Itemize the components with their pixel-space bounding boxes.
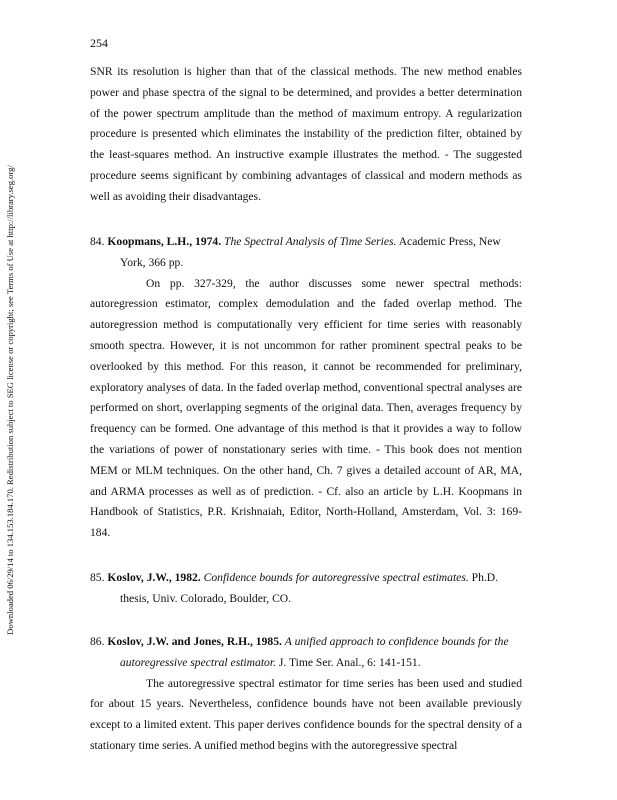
intro-paragraph: SNR its resolution is higher than that of the classical methods. The new method enables power and phase spectra of the signal to be determined, and provides a better determination of the power spectrum amplitude than the method of maximum entropy. A regularization procedure is presented which eliminates the instability of the prediction filter, obtained by the least-squares method. An instructive example illustrates the method. - The suggested procedure seems significant by combining advantages of classical and modern methods as well as avoiding their disadvantages.: [90, 65, 522, 203]
entry-details: Academic Press, New York, 366 pp.: [120, 235, 501, 269]
entry-authors: Koslov, J.W. and Jones, R.H., 1985.: [107, 635, 282, 648]
entry-title: The Spectral Analysis of Time Series.: [224, 235, 397, 248]
entry-authors: Koslov, J.W., 1982.: [107, 571, 201, 584]
entry-authors: Koopmans, L.H., 1974.: [107, 235, 222, 248]
entry-title: Confidence bounds for autoregressive spectral estimates.: [203, 571, 469, 584]
entry-number: 85.: [90, 571, 105, 584]
entry-details: J. Time Ser. Anal., 6: 141-151.: [278, 655, 421, 669]
entry-heading: [90, 232, 522, 274]
entry-number: 84.: [90, 235, 105, 248]
entry-number: 86.: [90, 635, 105, 648]
reference-entry-86: [90, 632, 522, 757]
entry-details: Ph.D. thesis, Univ. Colorado, Boulder, CO.: [120, 571, 499, 605]
entry-abstract: On pp. 327-329, the author discusses some newer spectral methods: autoregression estimator, complex demodulation and the faded overlap method. The autoregression method is computationally very efficient for time series with reasonably smooth spectra. However, it is not uncommon for rather prominent spectral peaks to be overlooked by this method. For this reason, it cannot be recommended for preliminary, exploratory analyses of data. In the faded overlap method, conventional spectral analyses are performed on short, overlapping segments of the original data. Then, averages frequency by frequency can be formed. One advantage of this method is that it provides a way to follow the variations of power of nonstationary series with time. - This book does not mention MEM or MLM techniques. On the other hand, Ch. 7 gives a detailed account of AR, MA, and ARMA processes as well as of prediction. - Cf. also an article by L.H. Koopmans in Handbook of Statistics, P.R. Krishnaiah, Editor, North-Holland, Amsterdam, Vol. 3: 169-184.: [90, 276, 522, 540]
reference-entry-85: [90, 568, 522, 610]
page-number: 254: [90, 36, 108, 50]
entry-heading: [90, 568, 522, 610]
download-notice-text: Downloaded 06/29/14 to 134.153.184.170. Redistribution subject to SEG license or copyright; see Terms of Use at http://library.seg.org/: [5, 165, 15, 635]
entry-title: A unified approach to confidence bounds for the autoregressive spectral estimator.: [120, 635, 509, 669]
reference-entry-84: [90, 232, 522, 544]
entry-abstract: The autoregressive spectral estimator for time series has been used and studied for about 15 years. Nevertheless, confidence bounds have not been available previously except to a limited extent. This paper derives confidence bounds for the spectral density of a stationary time series. A unified method begins with the autoregressive spectral: [90, 676, 522, 752]
intro-paragraph-block: [90, 62, 522, 208]
entry-heading: [90, 632, 522, 674]
